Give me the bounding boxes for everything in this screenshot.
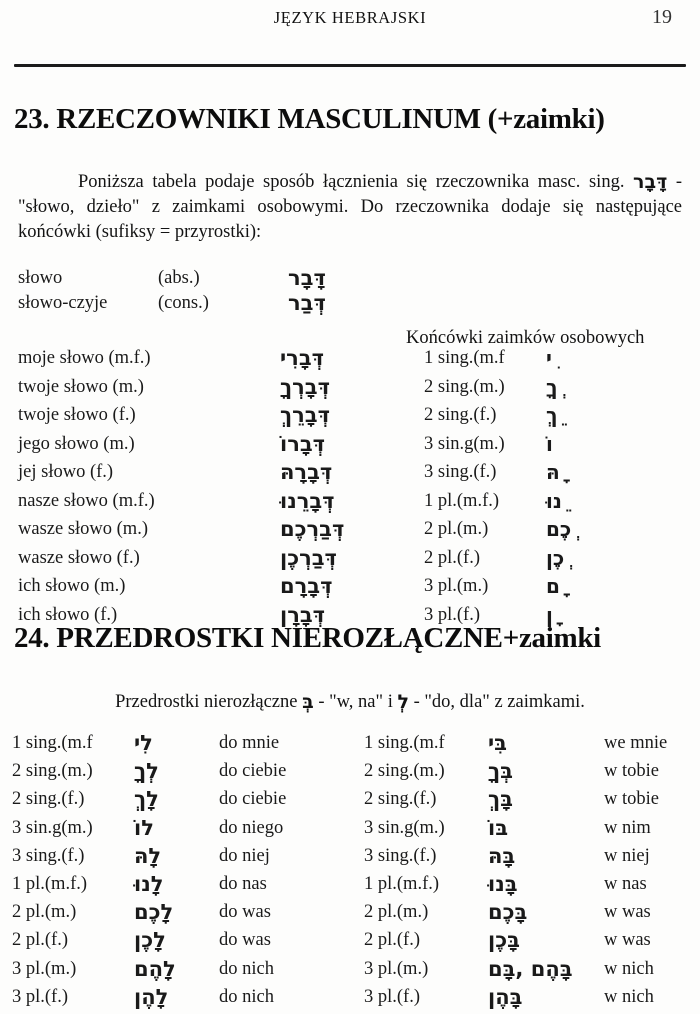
prefix-gloss-left: do nich (219, 958, 274, 979)
declension-person: 3 sing.(f.) (424, 462, 497, 482)
header-rule (14, 64, 686, 67)
prefix-hebrew-right (488, 761, 598, 784)
prefix-hebrew-right (488, 789, 598, 812)
hebrew-form: דְּבָרָהּ (280, 460, 333, 484)
declension-gloss: wasze słowo (m.) (18, 519, 148, 539)
hebrew-form: דְּבָרִי (280, 346, 324, 370)
intro-24-text-2: - "w, na" i (313, 692, 398, 712)
prefix-hebrew-left (134, 761, 216, 784)
hebrew-suffix: ִי (546, 346, 552, 370)
intro-23-text-2: - "słowo, dzieło" z zaimkami osobowymi. Do rzeczownika dodaje się następujące końcówki (sufiksy = przyrostki): (18, 172, 682, 242)
table-row (12, 789, 700, 817)
declension-gloss: ich słowo (m.) (18, 576, 126, 596)
hebrew-form: לָכֶן (134, 928, 166, 953)
hebrew-form: בָּהּ (488, 843, 516, 868)
hebrew-form: דְּבָרָן (280, 602, 326, 627)
prefix-person-right: 2 sing.(f.) (364, 789, 437, 810)
prefix-hebrew-right (488, 902, 598, 925)
hebrew-form: לָכֶם (134, 900, 174, 925)
hebrew-form: דְּבַרְכֶם (280, 517, 345, 541)
hebrew-form: לָנוּ (134, 871, 164, 896)
table-row (18, 545, 682, 577)
prefix-person-right: 2 pl.(m.) (364, 902, 429, 923)
prefix-gloss-left: do ciebie (219, 761, 287, 782)
prefix-person-left: 1 pl.(m.f.) (12, 873, 88, 894)
intro-23-text-1: Poniższa tabela podaje sposób łącznienia się rzeczownika masc. sing. (78, 172, 634, 192)
table-row (12, 984, 700, 1015)
prefix-person-right: 3 sing.(f.) (364, 845, 437, 866)
declension-suffix (546, 545, 666, 571)
table-row (12, 902, 700, 930)
declension-suffix (546, 431, 666, 457)
declension-person: 2 sing.(m.) (424, 376, 505, 397)
hebrew-form: דָּבָר (288, 266, 326, 290)
hebrew-suffix: ְכֶם (546, 517, 572, 541)
hebrew-form: לוֹ (134, 815, 154, 840)
prefix-hebrew-right (488, 871, 598, 897)
section-24-intro (18, 691, 682, 713)
prefix-person-left: 2 pl.(m.) (12, 902, 77, 923)
prefix-person-left: 3 pl.(m.) (12, 958, 77, 979)
prefix-gloss-right: we mnie (604, 733, 668, 753)
table-row (18, 488, 682, 520)
state-label: (abs.) (158, 268, 200, 288)
hebrew-suffix: ֵךְ (546, 403, 558, 427)
declension-hebrew (280, 462, 420, 485)
hebrew-form: בָּכֶן (488, 928, 520, 953)
hebrew-form: בָּהֶם ,בָּם (488, 956, 573, 981)
declension-person: 3 pl.(m.) (424, 576, 489, 596)
prefix-person-left: 3 pl.(f.) (12, 986, 68, 1007)
declension-hebrew (280, 431, 420, 457)
declension-gloss: twoje słowo (f.) (18, 405, 136, 425)
prefix-gloss-right: w was (604, 902, 651, 923)
table-row (12, 815, 700, 846)
prefix-gloss-left: do nich (219, 986, 274, 1007)
state-hebrew (288, 293, 418, 316)
intro-24-hebrew-bet: בְּ (302, 691, 314, 713)
hebrew-form: לְךָ (134, 759, 159, 784)
prefix-person-left: 1 sing.(m.f (12, 733, 93, 753)
declension-suffix (546, 488, 666, 514)
intro-24-hebrew-lamed: לְ (397, 691, 409, 713)
declension-hebrew (280, 519, 420, 542)
prefix-gloss-right: w tobie (604, 761, 659, 782)
prefix-person-right: 2 pl.(f.) (364, 930, 420, 951)
prefix-gloss-left: do was (219, 902, 271, 923)
prefix-hebrew-left (134, 956, 216, 982)
declension-person: 1 sing.(m.f (424, 348, 505, 368)
hebrew-form: דְּבָרוֹ (280, 431, 326, 456)
noun-state-table (18, 268, 682, 318)
prefix-gloss-left: do niej (219, 845, 270, 866)
prefix-hebrew-right (488, 733, 598, 756)
endings-column-header: Końcówki zaimków osobowych (406, 328, 645, 348)
hebrew-suffix: וֹ (546, 431, 553, 456)
hebrew-form: דְּבָרְךָ (280, 374, 330, 399)
intro-23-hebrew-word: דָּבָר (633, 171, 668, 193)
declension-person: 3 pl.(f.) (424, 604, 480, 625)
table-row (12, 761, 700, 789)
prefix-gloss-left: do mnie (219, 733, 280, 753)
prefix-hebrew-left (134, 843, 216, 869)
declension-hebrew (280, 348, 420, 371)
hebrew-suffix: ָם (546, 574, 560, 598)
declension-hebrew (280, 545, 420, 571)
hebrew-form: דְּבָרָם (280, 574, 333, 598)
hebrew-form: בָּךְ (488, 787, 513, 812)
hebrew-suffix: ָן (546, 602, 553, 627)
table-row (18, 268, 682, 293)
prefix-person-left: 2 sing.(m.) (12, 761, 93, 782)
declension-gloss: nasze słowo (m.f.) (18, 490, 155, 511)
prefix-hebrew-right (488, 815, 598, 841)
hebrew-suffix: ָהּ (546, 460, 560, 484)
prefix-person-right: 1 pl.(m.f.) (364, 873, 440, 894)
prefix-hebrew-right (488, 843, 598, 869)
running-head-title: JĘZYK HEBRAJSKI (273, 8, 427, 27)
declension-hebrew (280, 374, 420, 400)
hebrew-form: לָךְ (134, 787, 159, 812)
prefix-hebrew-left (134, 984, 216, 1010)
prefix-hebrew-left (134, 789, 216, 812)
declension-gloss: ich słowo (f.) (18, 604, 118, 625)
prefix-gloss-left: do ciebie (219, 789, 287, 810)
table-row (12, 843, 700, 874)
prefix-gloss-left: do niego (219, 817, 284, 838)
declension-hebrew (280, 488, 420, 514)
declension-hebrew (280, 576, 420, 599)
table-row (18, 348, 682, 377)
declension-suffix (546, 405, 666, 428)
declension-suffix (546, 374, 666, 400)
declension-gloss: twoje słowo (m.) (18, 376, 144, 397)
prefix-gloss-left: do was (219, 930, 271, 951)
prefix-pronoun-table (12, 733, 700, 1015)
prefix-gloss-left: do nas (219, 873, 267, 894)
prefix-person-right: 1 sing.(m.f (364, 733, 445, 753)
hebrew-suffix: ֵנוּ (546, 488, 562, 513)
hebrew-form: לָהּ (134, 843, 162, 868)
declension-gloss: jej słowo (f.) (18, 462, 114, 482)
table-row (12, 930, 700, 958)
running-head (0, 8, 700, 38)
prefix-hebrew-left (134, 930, 216, 953)
declension-gloss: wasze słowo (f.) (18, 547, 140, 568)
table-row (12, 871, 700, 902)
noun-declension-table (18, 348, 682, 633)
table-row (18, 431, 682, 463)
table-row (18, 405, 682, 434)
declension-hebrew (280, 405, 420, 428)
state-label: (cons.) (158, 293, 209, 313)
declension-suffix (546, 462, 666, 485)
declension-person: 2 sing.(f.) (424, 405, 497, 425)
prefix-gloss-right: w nas (604, 873, 647, 894)
state-gloss: słowo (18, 268, 63, 288)
intro-24-text-3: - "do, dla" z zaimkami. (408, 692, 585, 712)
table-row (18, 519, 682, 548)
hebrew-form: דְּבַרְכֶן (280, 545, 337, 570)
declension-person: 3 sin.g(m.) (424, 433, 505, 454)
declension-person: 1 pl.(m.f.) (424, 490, 500, 511)
declension-suffix (546, 519, 666, 542)
section-23-intro (18, 170, 682, 245)
table-row (12, 733, 700, 761)
table-row (18, 576, 682, 605)
prefix-gloss-right: w nich (604, 958, 654, 979)
prefix-person-left: 3 sin.g(m.) (12, 817, 93, 838)
declension-suffix (546, 348, 666, 371)
hebrew-form: דְּבַר (288, 291, 326, 315)
prefix-gloss-right: w niej (604, 845, 650, 866)
prefix-hebrew-left (134, 871, 216, 897)
prefix-person-right: 3 pl.(f.) (364, 986, 420, 1007)
section-23-heading: 23. RZECZOWNIKI MASCULINUM (+zaimki) (14, 103, 605, 135)
page-number: 19 (652, 6, 672, 28)
table-row (12, 956, 700, 987)
declension-suffix (546, 576, 666, 599)
state-hebrew (288, 268, 418, 291)
prefix-gloss-right: w tobie (604, 789, 659, 810)
prefix-gloss-right: w nim (604, 817, 651, 838)
prefix-hebrew-left (134, 733, 216, 756)
hebrew-suffix: ְךָ (546, 374, 558, 399)
prefix-hebrew-right (488, 984, 598, 1010)
hebrew-form: בּוֹ (488, 815, 509, 840)
hebrew-suffix: ְכֶן (546, 545, 565, 570)
prefix-person-right: 2 sing.(m.) (364, 761, 445, 782)
hebrew-form: בְּךָ (488, 759, 513, 784)
prefix-gloss-right: w was (604, 930, 651, 951)
declension-person: 2 pl.(m.) (424, 519, 489, 539)
hebrew-form: לָהֶם (134, 956, 176, 981)
declension-gloss: moje słowo (m.f.) (18, 348, 151, 368)
prefix-person-right: 3 sin.g(m.) (364, 817, 445, 838)
hebrew-form: לָהֶן (134, 984, 169, 1009)
declension-gloss: jego słowo (m.) (18, 433, 135, 454)
prefix-person-left: 2 pl.(f.) (12, 930, 68, 951)
hebrew-form: בִּי (488, 731, 507, 755)
prefix-person-left: 2 sing.(f.) (12, 789, 85, 810)
prefix-hebrew-right (488, 930, 598, 953)
prefix-person-left: 3 sing.(f.) (12, 845, 85, 866)
table-row (18, 293, 682, 318)
hebrew-form: בָּהֶן (488, 984, 523, 1009)
prefix-hebrew-right (488, 956, 598, 982)
hebrew-form: דְּבָרֵךְ (280, 403, 330, 427)
table-row (18, 374, 682, 406)
hebrew-form: דְּבָרֵנוּ (280, 488, 335, 513)
prefix-hebrew-left (134, 815, 216, 841)
declension-person: 2 pl.(f.) (424, 547, 480, 568)
state-gloss: słowo-czyje (18, 293, 108, 313)
prefix-person-right: 3 pl.(m.) (364, 958, 429, 979)
hebrew-form: לִי (134, 731, 153, 755)
table-row (18, 462, 682, 491)
hebrew-form: בָּכֶם (488, 900, 528, 925)
intro-24-text-1: Przedrostki nierozłączne (115, 692, 303, 712)
prefix-gloss-right: w nich (604, 986, 654, 1007)
hebrew-form: בָּנוּ (488, 871, 518, 896)
prefix-hebrew-left (134, 902, 216, 925)
section-24-heading: 24. PRZEDROSTKI NIEROZŁĄCZNE+zaimki (14, 622, 601, 654)
